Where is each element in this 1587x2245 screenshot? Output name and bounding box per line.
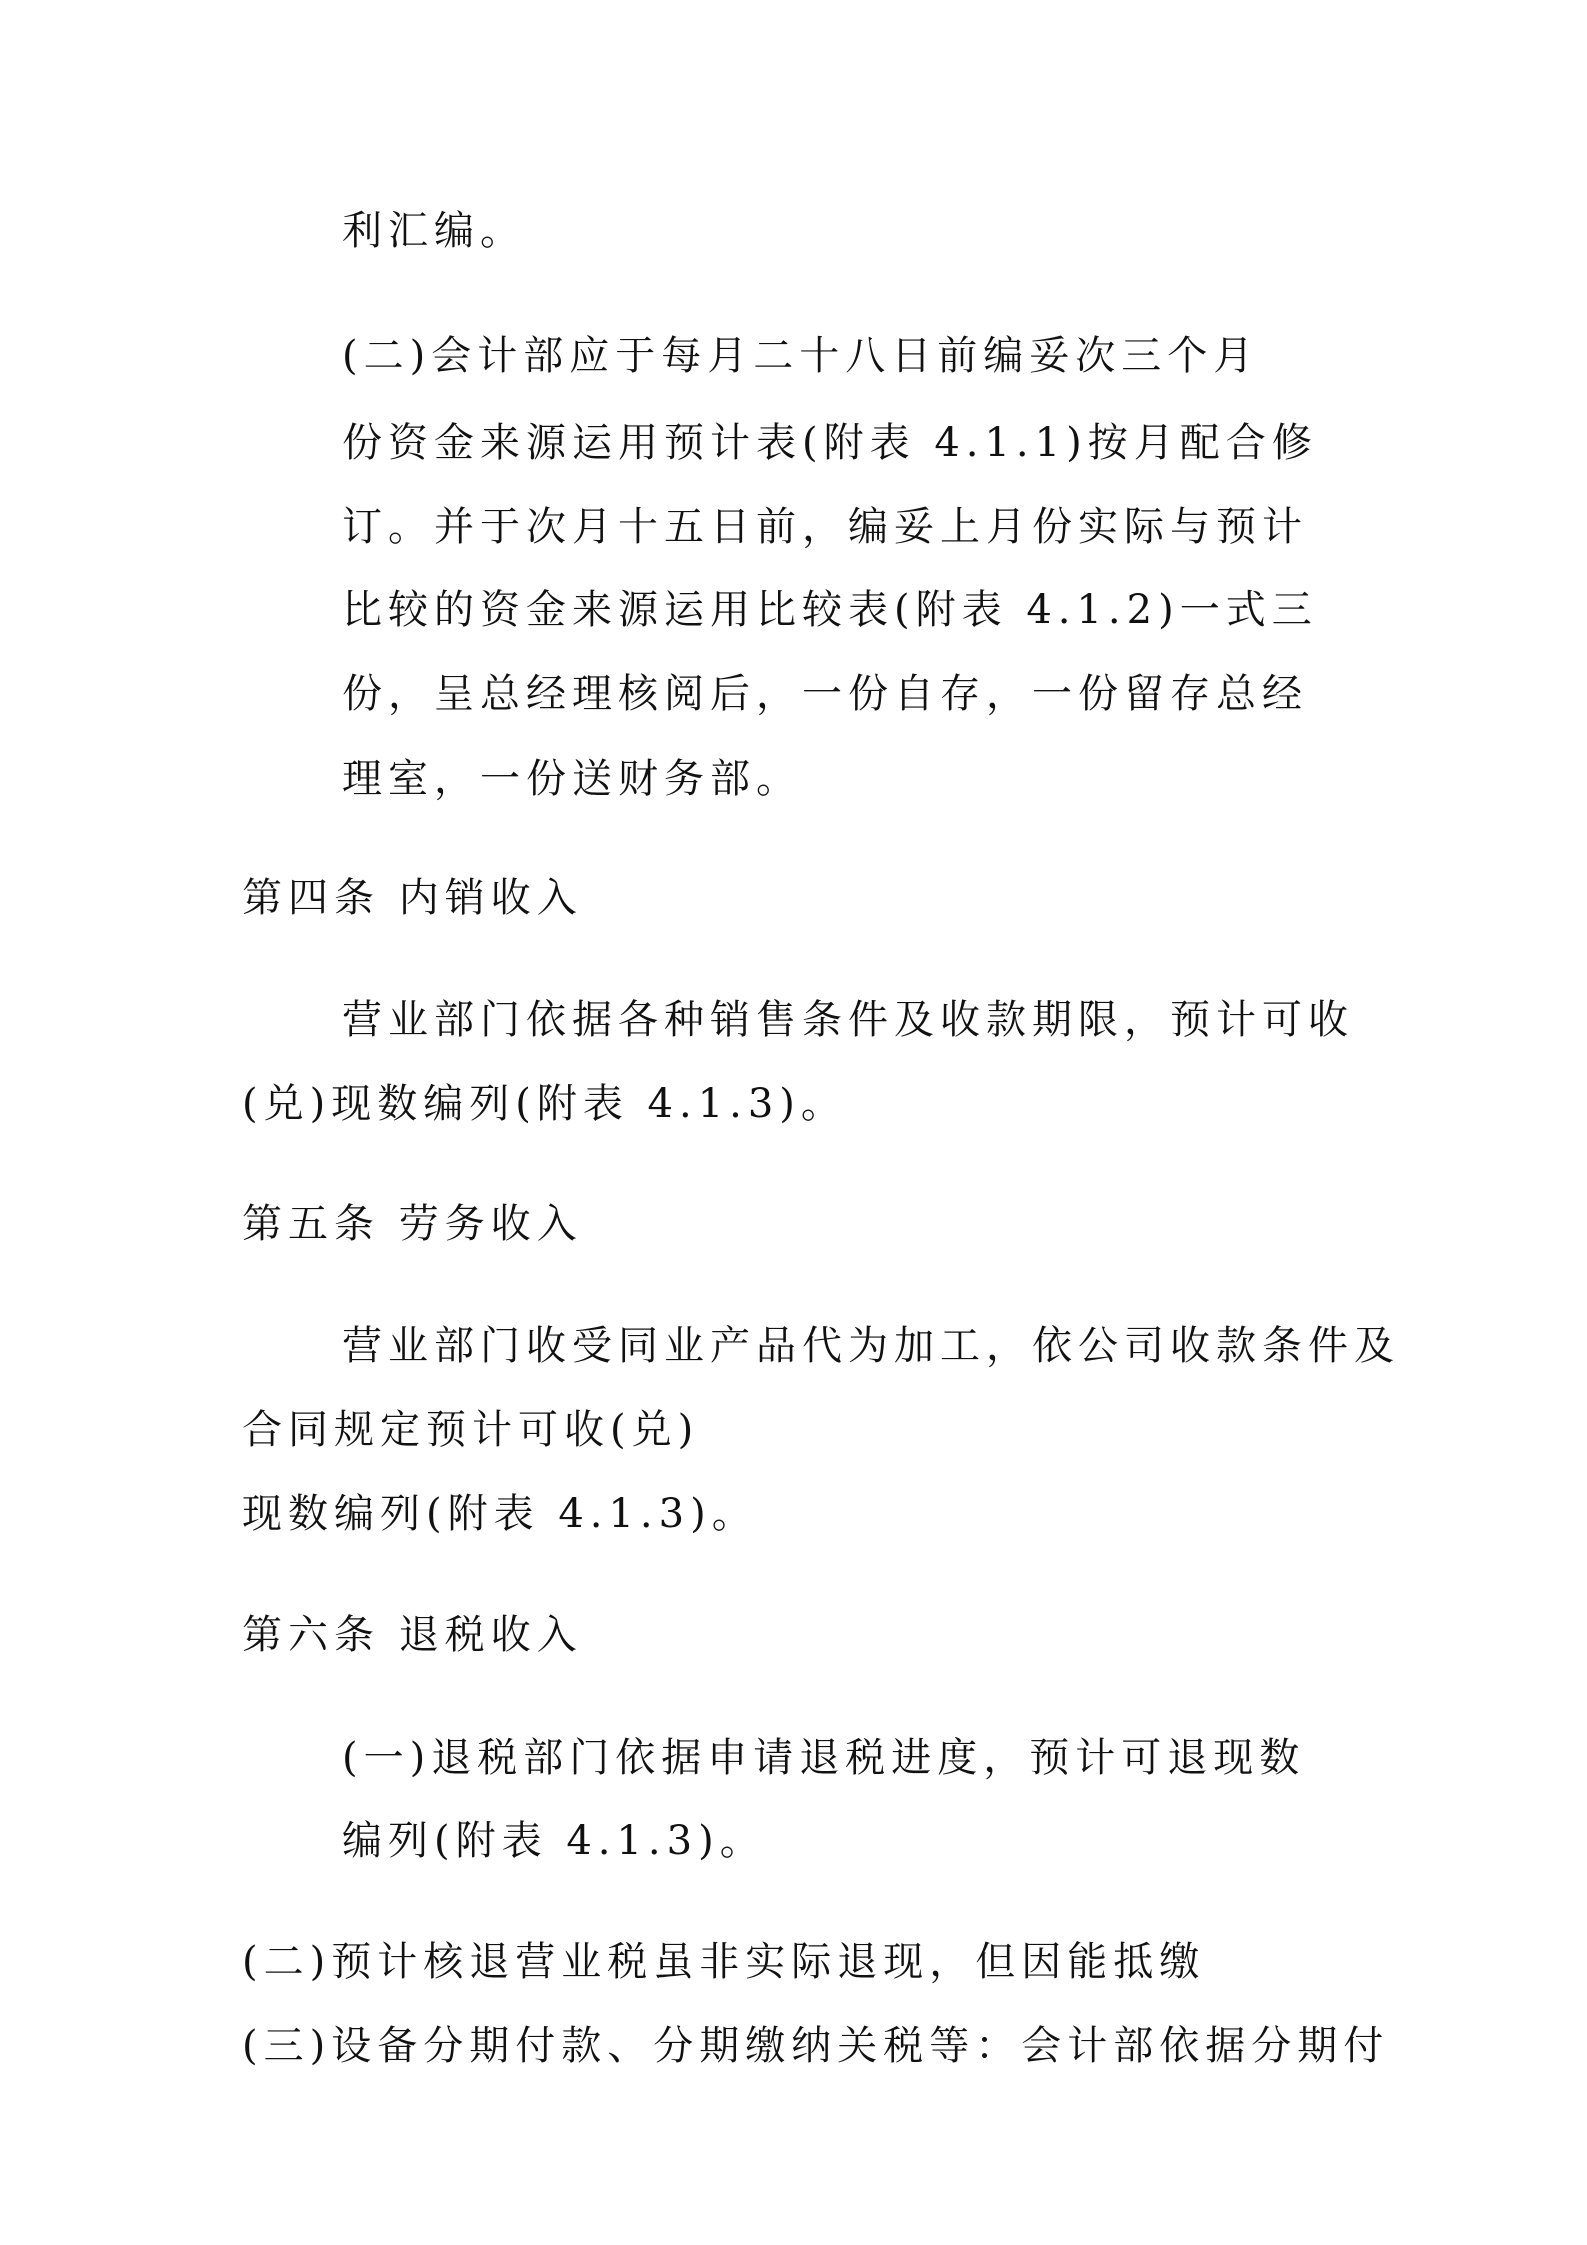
paragraph-line: 现数编列(附表 4.1.3)。 bbox=[242, 1491, 758, 1537]
paragraph-line: 营业部门依据各种销售条件及收款期限，预计可收 bbox=[342, 997, 1354, 1043]
paragraph-line: 利汇编。 bbox=[342, 208, 526, 254]
paragraph-line: (二)会计部应于每月二十八日前编妥次三个月 bbox=[342, 333, 1260, 379]
paragraph-line: (兑)现数编列(附表 4.1.3)。 bbox=[242, 1081, 847, 1127]
article-heading: 第六条 退税收入 bbox=[242, 1612, 583, 1658]
paragraph-line: (三)设备分期付款、分期缴纳关税等：会计部依据分期付 bbox=[242, 2023, 1390, 2069]
paragraph-line: 营业部门收受同业产品代为加工，依公司收款条件及 bbox=[342, 1323, 1400, 1369]
paragraph-line: 编列(附表 4.1.3)。 bbox=[342, 1818, 766, 1864]
paragraph-line: (二)预计核退营业税虽非实际退现，但因能抵缴 bbox=[242, 1939, 1206, 1985]
paragraph-line: 份，呈总经理核阅后，一份自存，一份留存总经 bbox=[342, 671, 1308, 717]
article-heading: 第四条 内销收入 bbox=[242, 875, 583, 921]
paragraph-line: 合同规定预计可收(兑) bbox=[242, 1407, 700, 1453]
paragraph-line: 订。并于次月十五日前，编妥上月份实际与预计 bbox=[342, 504, 1308, 550]
paragraph-line: 比较的资金来源运用比较表(附表 4.1.2)一式三 bbox=[342, 587, 1318, 633]
paragraph-line: 理室，一份送财务部。 bbox=[342, 756, 802, 802]
paragraph-line: 份资金来源运用预计表(附表 4.1.1)按月配合修 bbox=[342, 420, 1318, 466]
article-heading: 第五条 劳务收入 bbox=[242, 1201, 583, 1247]
paragraph-line: (一)退税部门依据申请退税进度，预计可退现数 bbox=[342, 1735, 1306, 1781]
